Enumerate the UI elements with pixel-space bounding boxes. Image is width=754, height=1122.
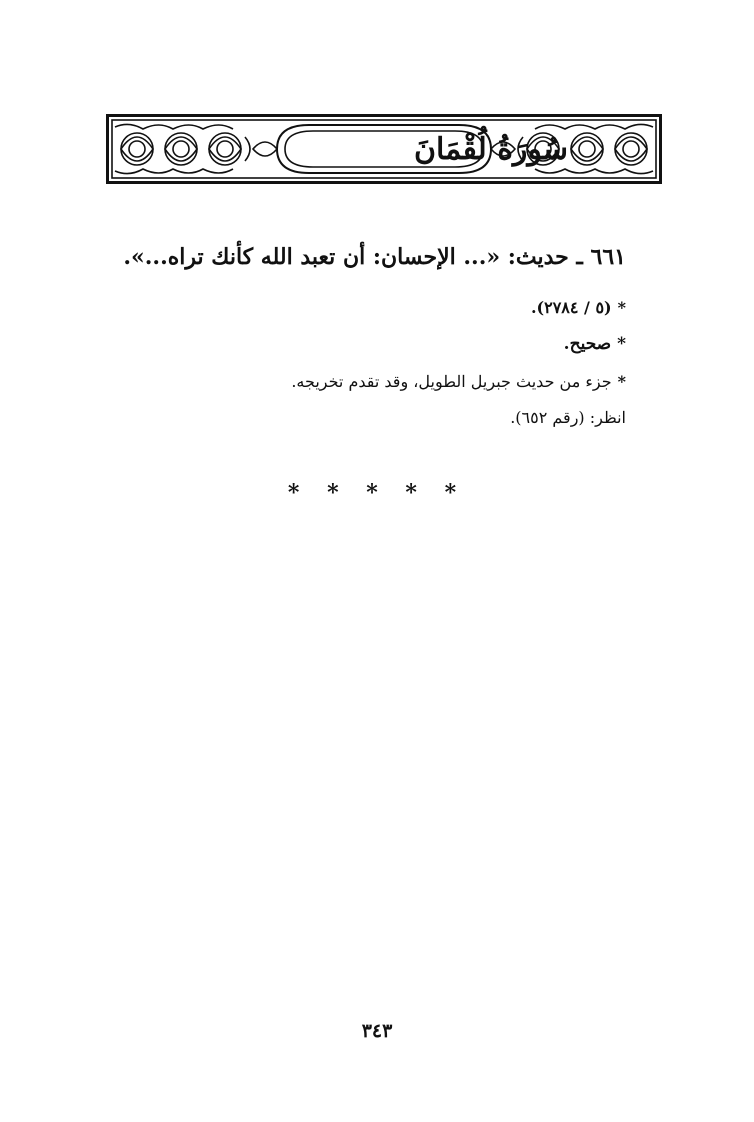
- bullet-marker: *: [617, 334, 626, 354]
- see-also-line: انظر: (رقم ٦٥٢).: [510, 408, 626, 427]
- grade-line: [564, 334, 626, 354]
- reference-line: [531, 298, 626, 317]
- surah-header-banner: [106, 114, 662, 184]
- reference-text: (٥ / ٢٧٨٤).: [530, 298, 612, 317]
- note-line: [291, 372, 626, 391]
- bullet-marker: *: [617, 298, 626, 317]
- grade-text: صحيح.: [563, 334, 612, 354]
- bullet-marker: *: [617, 372, 626, 391]
- note-text: جزء من حديث جبريل الطويل، وقد تقدم تخريجه.: [291, 372, 612, 391]
- section-separator: * * * * *: [287, 480, 467, 506]
- surah-title: سُورَةُ لُقْمَانَ: [413, 131, 569, 167]
- hadith-entry-line: ٦٦١ ـ حديث: «... الإحسان: أن تعبد الله كأنك تراه...».: [123, 244, 626, 270]
- page-number: ٣٤٣: [361, 1020, 393, 1042]
